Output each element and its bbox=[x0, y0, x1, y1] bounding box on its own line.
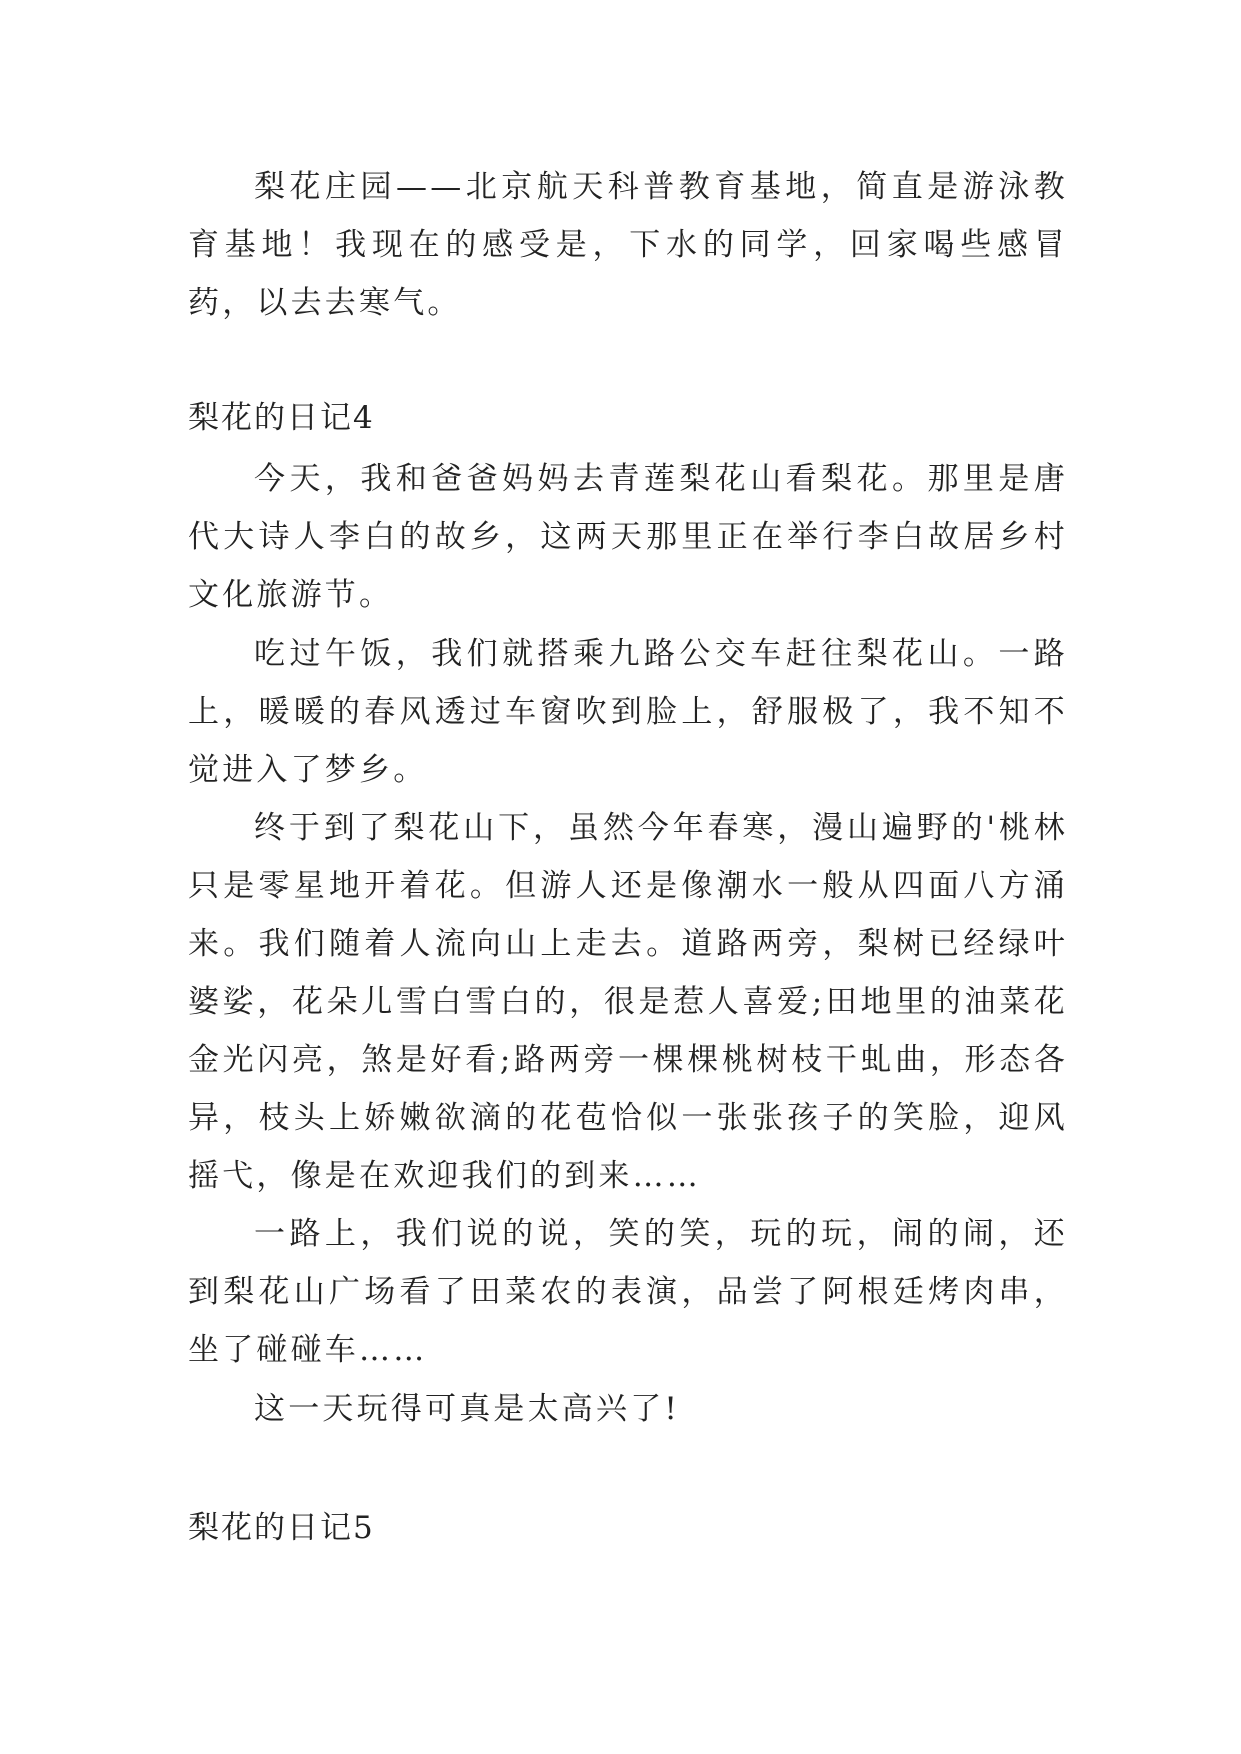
section-4-paragraph-1: 今天，我和爸爸妈妈去青莲梨花山看梨花。那里是唐代大诗人李白的故乡，这两天那里正在举行李白故居乡村文化旅游节。 bbox=[188, 461, 1068, 613]
section-5-heading: 梨花的日记5 bbox=[188, 1510, 375, 1546]
section-4-paragraph-3: 终于到了梨花山下，虽然今年春寒，漫山遍野的'桃林只是零星地开着花。但游人还是像潮水一般从四面八方涌来。我们随着人流向山上走去。道路两旁，梨树已经绿叶婆娑，花朵儿雪白雪白的，很是惹人喜爱;田地里的油菜花金光闪亮，煞是好看;路两旁一棵棵桃树枝干虬曲，形态各异，枝头上娇嫩欲滴的花苞恰似一张张孩子的笑脸，迎风摇弋，像是在欢迎我们的到来…… bbox=[188, 810, 1068, 1194]
section-4-paragraph-4: 一路上，我们说的说，笑的笑，玩的玩，闹的闹，还到梨花山广场看了田菜农的表演，品尝了阿根廷烤肉串，坐了碰碰车…… bbox=[188, 1216, 1068, 1368]
section-4-paragraph-5: 这一天玩得可真是太高兴了! bbox=[254, 1391, 681, 1427]
section-4-paragraph-2: 吃过午饭，我们就搭乘九路公交车赶往梨花山。一路上，暖暖的春风透过车窗吹到脸上，舒服极了，我不知不觉进入了梦乡。 bbox=[188, 636, 1068, 788]
intro-paragraph: 梨花庄园——北京航天科普教育基地，简直是游泳教育基地！我现在的感受是，下水的同学，回家喝些感冒药，以去去寒气。 bbox=[188, 169, 1068, 321]
section-4-heading: 梨花的日记4 bbox=[188, 400, 375, 436]
